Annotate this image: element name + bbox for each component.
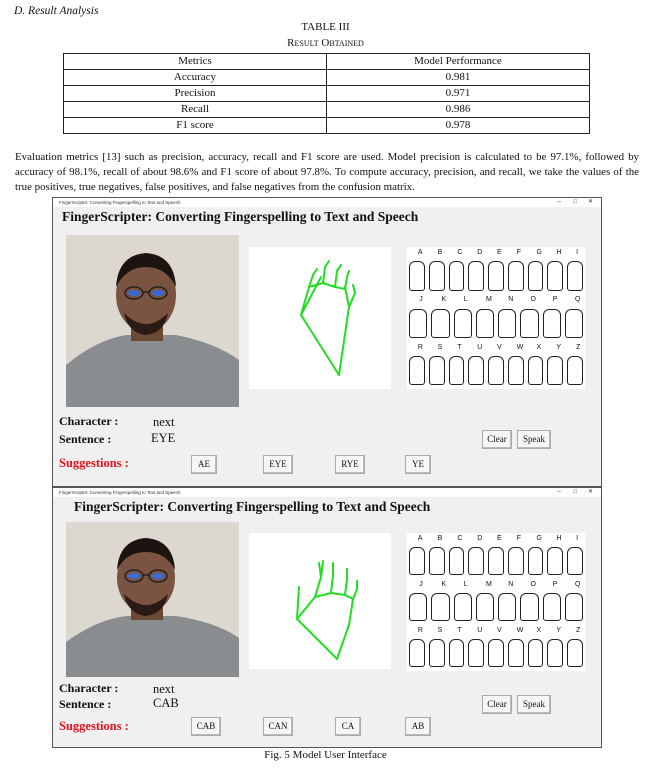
asl-letter: I bbox=[576, 535, 579, 542]
asl-letter: E bbox=[496, 249, 502, 256]
suggestions-label: Suggestions : bbox=[59, 456, 129, 470]
asl-letter: Q bbox=[574, 581, 581, 588]
asl-hand-sign bbox=[449, 547, 465, 576]
asl-hand-sign bbox=[498, 593, 516, 622]
hand-skeleton-panel bbox=[249, 247, 391, 389]
asl-letter: Z bbox=[576, 343, 581, 351]
asl-letter: Y bbox=[556, 627, 561, 634]
asl-hand-sign bbox=[567, 261, 583, 290]
asl-letter: B bbox=[437, 249, 443, 256]
asl-letter: J bbox=[419, 581, 423, 588]
asl-hand-sign bbox=[429, 547, 445, 576]
sentence-value: CAB bbox=[153, 696, 179, 710]
suggestion-button-4[interactable]: YE bbox=[405, 455, 431, 474]
asl-letter: B bbox=[437, 535, 443, 542]
body-paragraph: Evaluation metrics [13] such as precision, accuracy, recall and F1 score are used. Model precision is calculated to be 97.1%, followed by accuracy of 98.1%, recall of about 98.6% and F1 score of about 97.8%. To compute accuracy, precision, and recall, we take the values of the true positives, true negatives, false positives, and false negatives from the confusion matrix. bbox=[15, 151, 639, 193]
asl-hand-sign bbox=[565, 593, 583, 622]
asl-hand-sign bbox=[567, 356, 583, 385]
asl-letter: R bbox=[417, 627, 423, 634]
asl-letter: T bbox=[457, 627, 462, 634]
section-heading: D. Result Analysis bbox=[14, 5, 99, 17]
asl-hand-sign bbox=[488, 356, 504, 385]
asl-hand-sign bbox=[431, 593, 449, 622]
window-titlebar bbox=[53, 488, 601, 497]
metric-name: Accuracy bbox=[64, 70, 327, 86]
suggestion-button-3[interactable]: CA bbox=[335, 717, 361, 736]
maximize-icon[interactable]: □ bbox=[573, 489, 577, 495]
asl-letter: A bbox=[417, 249, 423, 256]
asl-alphabet-chart bbox=[407, 533, 585, 671]
table-row bbox=[64, 118, 590, 134]
hand-skeleton bbox=[249, 247, 391, 389]
window-title: FingerScripter: Converting Fingerspelling to Text and Speech bbox=[59, 200, 181, 205]
asl-letter: H bbox=[556, 249, 562, 256]
asl-letter: M bbox=[485, 296, 492, 304]
asl-hand-sign bbox=[547, 639, 563, 668]
asl-letter: N bbox=[508, 581, 514, 588]
metric-value: 0.986 bbox=[327, 102, 590, 118]
suggestion-button-2[interactable]: CAN bbox=[263, 717, 293, 736]
character-label: Character : bbox=[59, 681, 119, 695]
figure-caption: Fig. 5 Model User Interface bbox=[264, 749, 387, 761]
asl-alphabet-chart bbox=[407, 247, 585, 389]
sentence-label: Sentence : bbox=[59, 432, 112, 446]
asl-hand-sign bbox=[468, 547, 484, 576]
asl-letter: M bbox=[485, 581, 492, 588]
asl-hand-sign bbox=[508, 261, 524, 290]
table-header-row bbox=[64, 54, 590, 70]
asl-hand-sign bbox=[547, 547, 563, 576]
clear-button[interactable]: Clear bbox=[482, 695, 512, 714]
asl-letter: O bbox=[530, 581, 536, 588]
asl-hand-sign bbox=[429, 639, 445, 668]
asl-hand-sign bbox=[565, 309, 583, 338]
window-title: FingerScripter: Converting Fingerspelling to Text and Speech bbox=[59, 490, 181, 495]
asl-hand-sign bbox=[520, 309, 538, 338]
header-metrics: Metrics bbox=[64, 54, 327, 70]
asl-hand-sign bbox=[409, 547, 425, 576]
asl-hand-sign bbox=[449, 261, 465, 290]
asl-letter: V bbox=[496, 627, 502, 634]
speak-button[interactable]: Speak bbox=[517, 430, 551, 449]
maximize-icon[interactable]: □ bbox=[573, 199, 577, 205]
asl-letter: K bbox=[441, 581, 447, 588]
asl-hand-sign bbox=[488, 261, 504, 290]
character-label: Character : bbox=[59, 414, 119, 428]
asl-hand-sign bbox=[409, 356, 425, 385]
asl-letter: X bbox=[536, 343, 542, 351]
asl-letter: R bbox=[417, 343, 423, 351]
character-value: next bbox=[153, 415, 175, 429]
asl-letter: H bbox=[556, 535, 562, 542]
speak-button[interactable]: Speak bbox=[517, 695, 551, 714]
asl-letter: C bbox=[457, 535, 463, 542]
asl-hand-sign bbox=[543, 309, 561, 338]
suggestion-button-1[interactable]: CAB bbox=[191, 717, 221, 736]
asl-letter: N bbox=[508, 296, 514, 304]
asl-letter: G bbox=[536, 249, 542, 256]
asl-letter: P bbox=[552, 581, 558, 588]
asl-letter: D bbox=[477, 249, 483, 256]
asl-letter: S bbox=[437, 627, 443, 634]
asl-hand-sign bbox=[528, 547, 544, 576]
asl-hand-sign bbox=[547, 356, 563, 385]
close-icon[interactable]: ✕ bbox=[587, 199, 593, 205]
asl-letter: G bbox=[536, 535, 542, 542]
asl-letter: L bbox=[463, 296, 468, 304]
asl-hand-sign bbox=[508, 356, 524, 385]
suggestion-button-4[interactable]: AB bbox=[405, 717, 431, 736]
window-titlebar bbox=[53, 198, 601, 207]
asl-hand-sign bbox=[431, 309, 449, 338]
asl-letter: U bbox=[477, 343, 483, 351]
asl-hand-sign bbox=[508, 547, 524, 576]
camera-feed bbox=[66, 522, 239, 677]
asl-hand-sign bbox=[528, 356, 544, 385]
asl-hand-sign bbox=[528, 639, 544, 668]
minimize-icon[interactable]: – bbox=[557, 199, 561, 205]
asl-letter: Y bbox=[556, 343, 561, 351]
asl-letter: K bbox=[441, 296, 447, 304]
app-window-1 bbox=[52, 197, 602, 487]
metric-value: 0.971 bbox=[327, 86, 590, 102]
metric-value: 0.978 bbox=[327, 118, 590, 134]
camera-feed bbox=[66, 235, 239, 407]
asl-letter: D bbox=[477, 535, 483, 542]
asl-letter: C bbox=[457, 249, 463, 256]
asl-hand-sign bbox=[476, 309, 494, 338]
asl-letter: X bbox=[536, 627, 542, 634]
app-window-2 bbox=[52, 487, 602, 748]
table-caption: Result Obtained bbox=[287, 37, 364, 49]
suggestions-label: Suggestions : bbox=[59, 719, 129, 733]
asl-hand-sign bbox=[409, 261, 425, 290]
asl-letter: W bbox=[516, 627, 524, 634]
asl-hand-sign bbox=[454, 309, 472, 338]
suggestion-button-2[interactable]: EYE bbox=[263, 455, 293, 474]
asl-letter: Q bbox=[574, 296, 581, 304]
suggestion-button-3[interactable]: RYE bbox=[335, 455, 365, 474]
hand-skeleton-panel bbox=[249, 533, 391, 669]
asl-hand-sign bbox=[567, 547, 583, 576]
asl-hand-sign bbox=[409, 593, 427, 622]
person-image bbox=[66, 235, 239, 407]
asl-hand-sign bbox=[508, 639, 524, 668]
clear-button[interactable]: Clear bbox=[482, 430, 512, 449]
table-label: TABLE III bbox=[301, 21, 350, 33]
asl-hand-sign bbox=[449, 356, 465, 385]
hand-skeleton bbox=[249, 533, 391, 669]
asl-letter: I bbox=[576, 249, 579, 256]
asl-letter: Z bbox=[576, 627, 581, 634]
asl-letter: F bbox=[516, 535, 522, 542]
table-row bbox=[64, 70, 590, 86]
asl-hand-sign bbox=[520, 593, 538, 622]
sentence-value: EYE bbox=[151, 431, 176, 445]
asl-letter: A bbox=[417, 535, 423, 542]
asl-hand-sign bbox=[476, 593, 494, 622]
asl-letter: W bbox=[516, 343, 524, 351]
asl-hand-sign bbox=[488, 639, 504, 668]
asl-hand-sign bbox=[468, 639, 484, 668]
metric-name: Recall bbox=[64, 102, 327, 118]
asl-letter: E bbox=[496, 535, 502, 542]
close-icon[interactable]: ✕ bbox=[587, 489, 593, 495]
person-image bbox=[66, 522, 239, 677]
table-row bbox=[64, 86, 590, 102]
app-title: FingerScripter: Converting Fingerspelling to Text and Speech bbox=[62, 209, 419, 224]
asl-hand-sign bbox=[409, 639, 425, 668]
asl-hand-sign bbox=[547, 261, 563, 290]
suggestion-button-1[interactable]: AE bbox=[191, 455, 217, 474]
metric-name: F1 score bbox=[64, 118, 327, 134]
asl-hand-sign bbox=[567, 639, 583, 668]
character-value: next bbox=[153, 682, 175, 696]
asl-hand-sign bbox=[498, 309, 516, 338]
asl-letter: S bbox=[437, 343, 443, 351]
asl-hand-sign bbox=[488, 547, 504, 576]
asl-hand-sign bbox=[409, 309, 427, 338]
asl-hand-sign bbox=[528, 261, 544, 290]
asl-hand-sign bbox=[429, 356, 445, 385]
asl-letter: F bbox=[516, 249, 522, 256]
asl-letter: O bbox=[530, 296, 536, 304]
app-title: FingerScripter: Converting Fingerspelling to Text and Speech bbox=[74, 499, 431, 514]
sentence-label: Sentence : bbox=[59, 697, 112, 711]
asl-hand-sign bbox=[429, 261, 445, 290]
results-table bbox=[63, 53, 590, 134]
asl-letter: T bbox=[457, 343, 462, 351]
asl-letter: V bbox=[496, 343, 502, 351]
asl-hand-sign bbox=[468, 261, 484, 290]
asl-hand-sign bbox=[454, 593, 472, 622]
table-row bbox=[64, 102, 590, 118]
header-performance: Model Performance bbox=[327, 54, 590, 70]
metric-name: Precision bbox=[64, 86, 327, 102]
asl-hand-sign bbox=[468, 356, 484, 385]
asl-hand-sign bbox=[449, 639, 465, 668]
asl-hand-sign bbox=[543, 593, 561, 622]
asl-letter: J bbox=[419, 296, 423, 304]
metric-value: 0.981 bbox=[327, 70, 590, 86]
asl-letter: U bbox=[477, 627, 483, 634]
asl-letter: L bbox=[463, 581, 468, 588]
asl-letter: P bbox=[552, 296, 558, 304]
minimize-icon[interactable]: – bbox=[557, 489, 561, 495]
